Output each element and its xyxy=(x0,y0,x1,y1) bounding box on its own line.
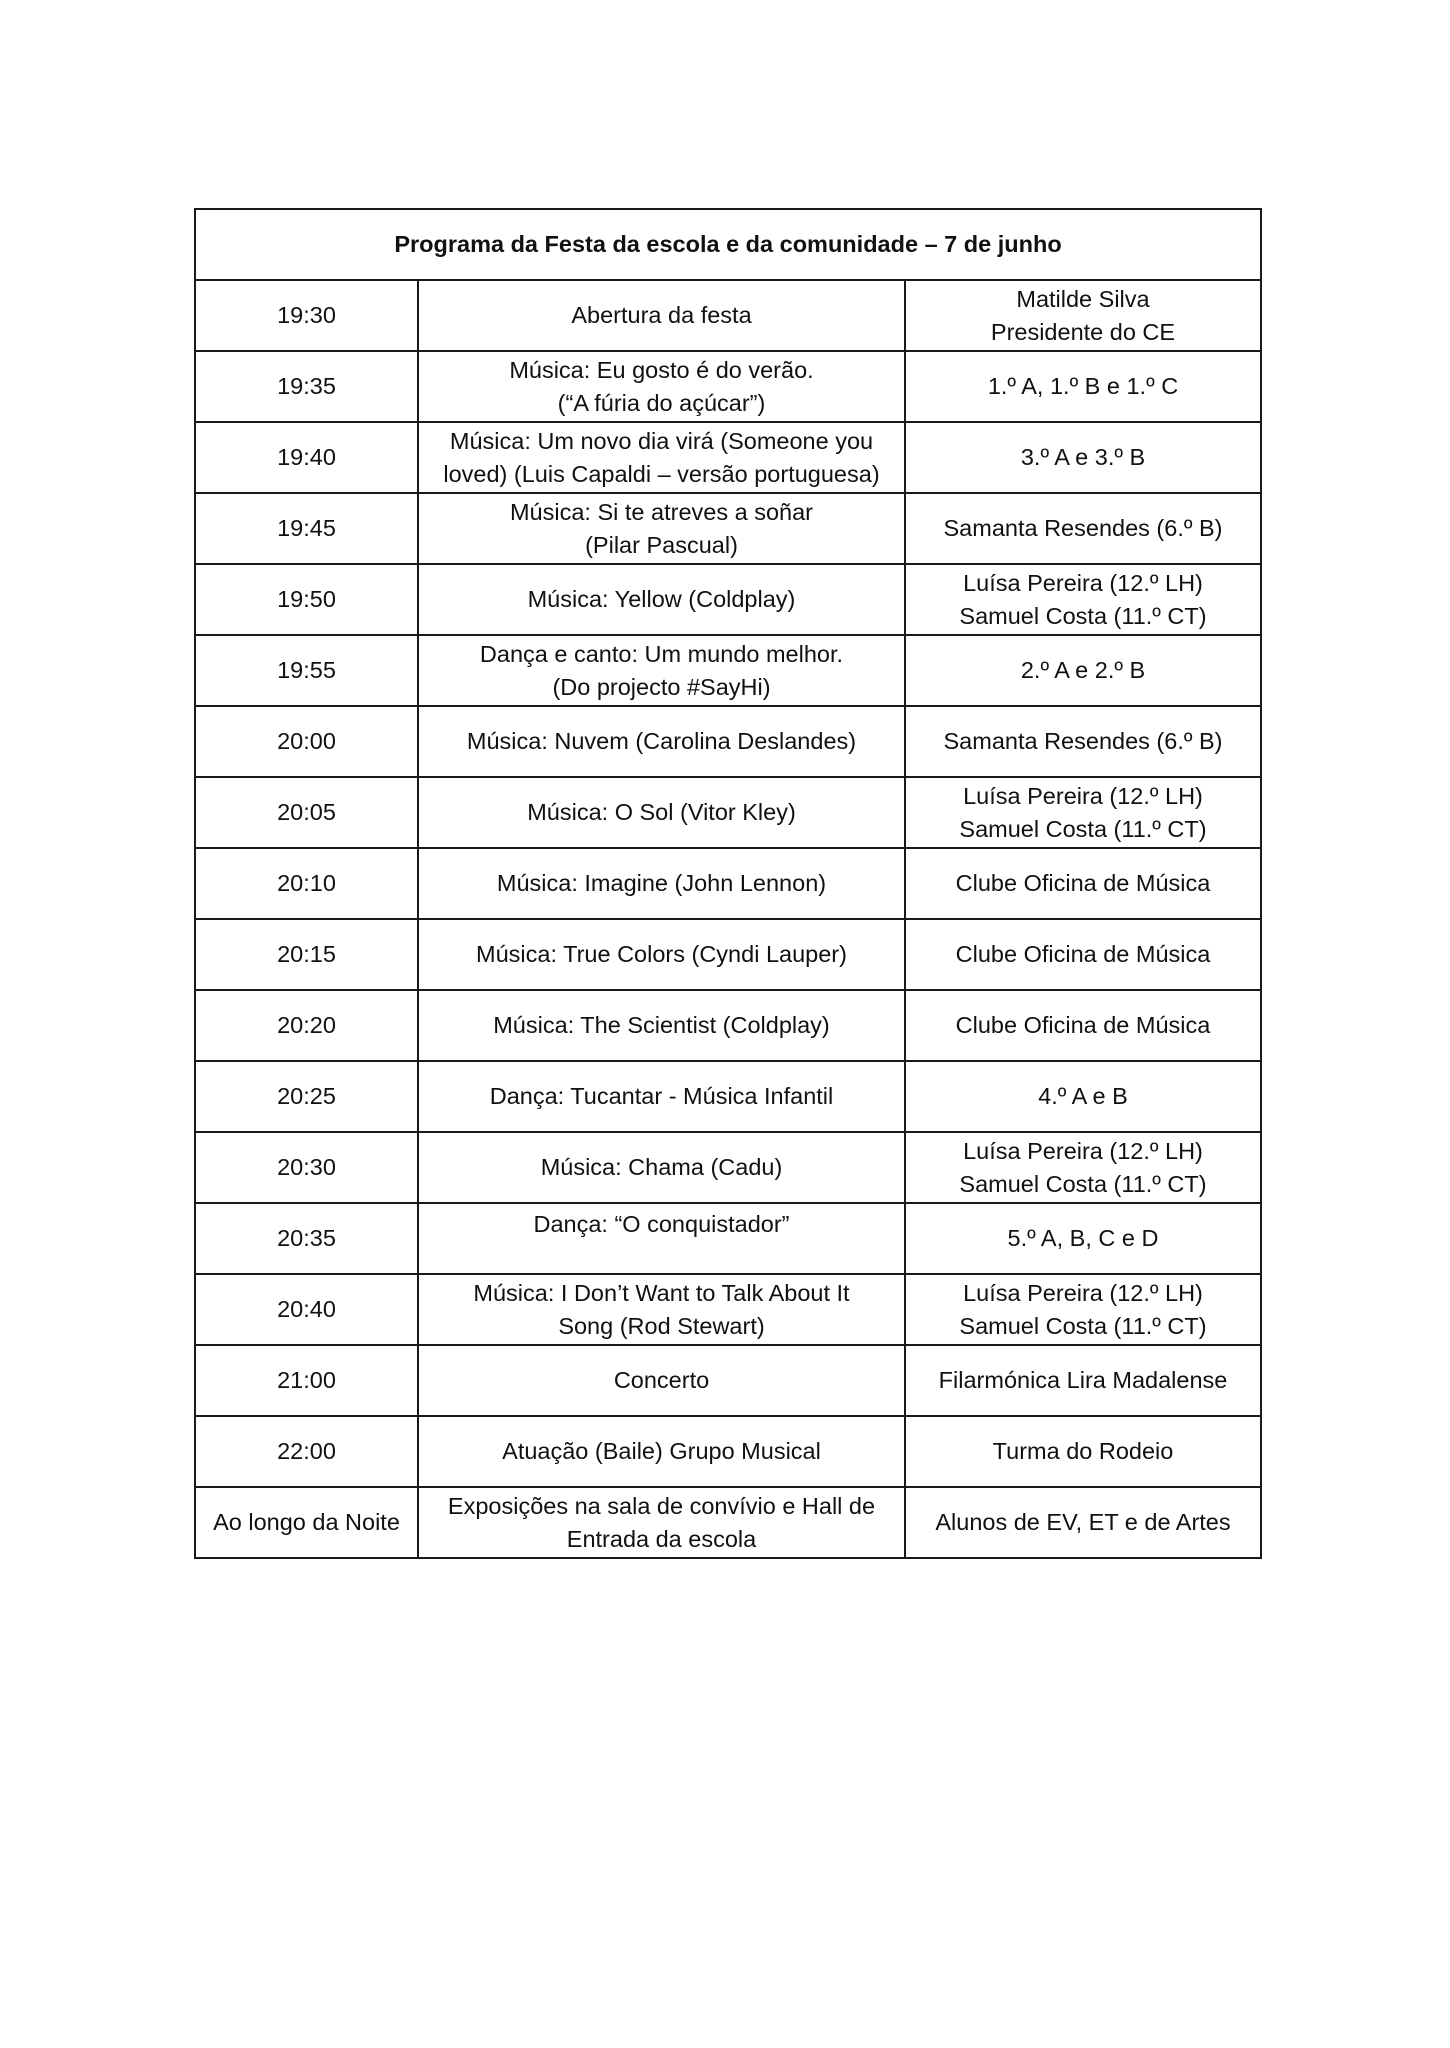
program-table xyxy=(194,208,1262,1559)
table-row xyxy=(195,1132,1261,1203)
activity-cell: Exposições na sala de convívio e Hall de Entrada da escola xyxy=(418,1487,905,1558)
table-row xyxy=(195,280,1261,351)
time-cell: 20:15 xyxy=(195,919,418,990)
performer-cell: Luísa Pereira (12.º LH) Samuel Costa (11.º CT) xyxy=(905,564,1261,635)
table-row xyxy=(195,706,1261,777)
performer-cell: Luísa Pereira (12.º LH) Samuel Costa (11.º CT) xyxy=(905,1132,1261,1203)
table-row xyxy=(195,635,1261,706)
time-cell: 20:35 xyxy=(195,1203,418,1274)
performer-cell: Turma do Rodeio xyxy=(905,1416,1261,1487)
time-cell: 20:30 xyxy=(195,1132,418,1203)
activity-cell: Música: Yellow (Coldplay) xyxy=(418,564,905,635)
time-cell: 19:50 xyxy=(195,564,418,635)
table-row xyxy=(195,1487,1261,1558)
table-row xyxy=(195,1345,1261,1416)
time-cell: 20:05 xyxy=(195,777,418,848)
time-cell: 19:40 xyxy=(195,422,418,493)
time-cell: 19:35 xyxy=(195,351,418,422)
activity-cell xyxy=(418,1203,905,1274)
table-row xyxy=(195,351,1261,422)
activity-cell: Música: Um novo dia virá (Someone you loved) (Luis Capaldi – versão portuguesa) xyxy=(418,422,905,493)
performer-cell: Luísa Pereira (12.º LH) Samuel Costa (11.º CT) xyxy=(905,1274,1261,1345)
table-row xyxy=(195,919,1261,990)
time-cell: 19:55 xyxy=(195,635,418,706)
performer-cell: 3.º A e 3.º B xyxy=(905,422,1261,493)
performer-cell: Filarmónica Lira Madalense xyxy=(905,1345,1261,1416)
activity-cell: Abertura da festa xyxy=(418,280,905,351)
table-row xyxy=(195,564,1261,635)
activity-cell: Música: Si te atreves a soñar (Pilar Pascual) xyxy=(418,493,905,564)
activity-cell: Música: Eu gosto é do verão. (“A fúria do açúcar”) xyxy=(418,351,905,422)
activity-cell: Concerto xyxy=(418,1345,905,1416)
performer-cell: Luísa Pereira (12.º LH) Samuel Costa (11.º CT) xyxy=(905,777,1261,848)
performer-cell: Alunos de EV, ET e de Artes xyxy=(905,1487,1261,1558)
time-cell: 20:40 xyxy=(195,1274,418,1345)
table-row xyxy=(195,1061,1261,1132)
performer-cell: 4.º A e B xyxy=(905,1061,1261,1132)
activity-cell: Música: O Sol (Vitor Kley) xyxy=(418,777,905,848)
activity-cell: Música: True Colors (Cyndi Lauper) xyxy=(418,919,905,990)
performer-cell: 2.º A e 2.º B xyxy=(905,635,1261,706)
table-row xyxy=(195,1416,1261,1487)
activity-cell: Música: Nuvem (Carolina Deslandes) xyxy=(418,706,905,777)
time-cell: 19:30 xyxy=(195,280,418,351)
activity-cell: Música: Imagine (John Lennon) xyxy=(418,848,905,919)
performer-cell: Clube Oficina de Música xyxy=(905,919,1261,990)
activity-cell: Dança e canto: Um mundo melhor. (Do projecto #SayHi) xyxy=(418,635,905,706)
table-row xyxy=(195,1203,1261,1274)
table-row xyxy=(195,422,1261,493)
time-cell: 20:00 xyxy=(195,706,418,777)
time-cell: 20:10 xyxy=(195,848,418,919)
time-cell: 19:45 xyxy=(195,493,418,564)
performer-cell: Samanta Resendes (6.º B) xyxy=(905,706,1261,777)
time-cell: 20:25 xyxy=(195,1061,418,1132)
activity-cell: Música: I Don’t Want to Talk About It Song (Rod Stewart) xyxy=(418,1274,905,1345)
activity-cell: Música: Chama (Cadu) xyxy=(418,1132,905,1203)
time-cell: 20:20 xyxy=(195,990,418,1061)
program-title: Programa da Festa da escola e da comunidade – 7 de junho xyxy=(195,209,1261,280)
activity-cell: Dança: Tucantar - Música Infantil xyxy=(418,1061,905,1132)
table-row xyxy=(195,777,1261,848)
activity-cell: Atuação (Baile) Grupo Musical xyxy=(418,1416,905,1487)
performer-cell: Clube Oficina de Música xyxy=(905,990,1261,1061)
time-cell: 22:00 xyxy=(195,1416,418,1487)
table-row xyxy=(195,1274,1261,1345)
activity-cell: Música: The Scientist (Coldplay) xyxy=(418,990,905,1061)
table-row xyxy=(195,493,1261,564)
performer-cell: Clube Oficina de Música xyxy=(905,848,1261,919)
performer-cell: 1.º A, 1.º B e 1.º C xyxy=(905,351,1261,422)
table-row xyxy=(195,848,1261,919)
performer-cell: Matilde Silva Presidente do CE xyxy=(905,280,1261,351)
performer-cell: Samanta Resendes (6.º B) xyxy=(905,493,1261,564)
performer-cell: 5.º A, B, C e D xyxy=(905,1203,1261,1274)
time-cell: Ao longo da Noite xyxy=(195,1487,418,1558)
table-row xyxy=(195,990,1261,1061)
time-cell: 21:00 xyxy=(195,1345,418,1416)
activity-text: Dança: “O conquistador” xyxy=(533,1211,790,1237)
